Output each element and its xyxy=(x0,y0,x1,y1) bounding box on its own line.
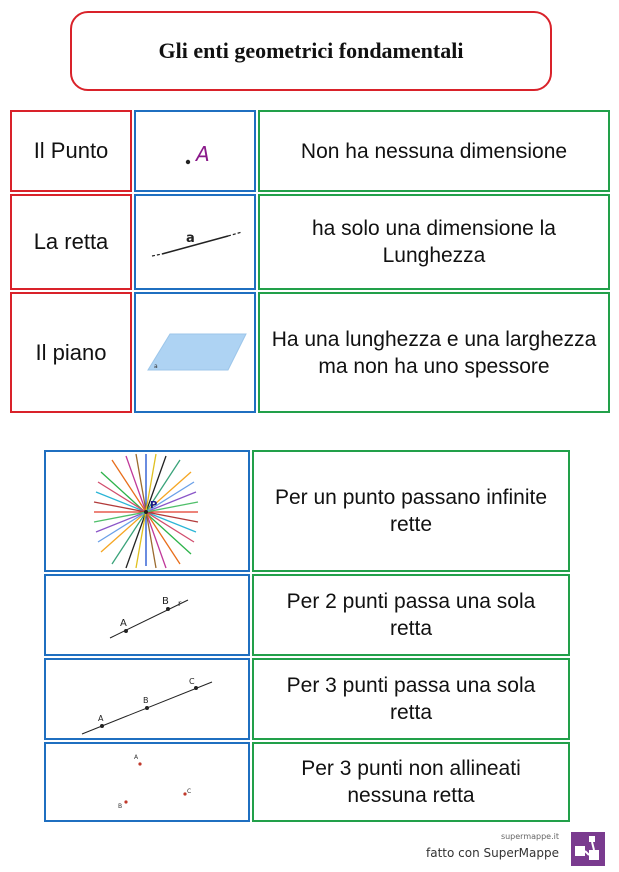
star-center-label: P xyxy=(150,500,158,511)
property-4-text: Per 3 punti non allineati nessuna retta xyxy=(252,742,570,822)
noncollinear-label-a: A xyxy=(134,754,139,761)
collinear-label-c: C xyxy=(189,677,195,686)
description-piano: Ha una lunghezza e una larghezza ma non ha uno spessore xyxy=(258,292,610,413)
property-3-text: Per 3 punti passa una sola retta xyxy=(252,658,570,740)
line-figure xyxy=(134,194,256,290)
noncollinear-label-c: C xyxy=(187,788,192,795)
description-retta: ha solo una dimensione la Lunghezza xyxy=(258,194,610,290)
lines-through-point-icon xyxy=(46,452,248,570)
noncollinear-label-b: B xyxy=(118,803,123,810)
page-title: Gli enti geometrici fondamentali xyxy=(70,11,552,91)
two-points-label-b: B xyxy=(162,596,169,607)
label-piano: Il piano xyxy=(10,292,132,413)
description-punto: Non ha nessuna dimensione xyxy=(258,110,610,192)
point-figure xyxy=(134,110,256,192)
property-1-text: Per un punto passano infinite rette xyxy=(252,450,570,572)
three-noncollinear-points-icon xyxy=(46,744,248,820)
collinear-label-b: B xyxy=(143,696,149,705)
plane-figure xyxy=(134,292,256,413)
collinear-label-a: A xyxy=(98,714,104,723)
point-label: A xyxy=(196,142,210,166)
plane-label: a xyxy=(154,363,158,370)
label-retta: La retta xyxy=(10,194,132,290)
lines-through-point-figure xyxy=(44,450,250,572)
plane-icon xyxy=(136,294,254,411)
two-points-line-icon xyxy=(46,576,248,654)
three-noncollinear-points-figure xyxy=(44,742,250,822)
footer-site: supermappe.it xyxy=(500,832,559,841)
supermappe-logo-icon xyxy=(571,832,605,866)
three-collinear-points-figure xyxy=(44,658,250,740)
two-points-label-a: A xyxy=(120,618,127,629)
line-icon xyxy=(136,196,254,288)
footer-made-with: fatto con SuperMappe xyxy=(426,846,559,860)
two-points-line-figure xyxy=(44,574,250,656)
property-2-text: Per 2 punti passa una sola retta xyxy=(252,574,570,656)
two-points-label-r: r xyxy=(178,599,182,608)
point-icon xyxy=(136,112,254,190)
label-punto: Il Punto xyxy=(10,110,132,192)
line-label: a xyxy=(186,231,195,246)
three-collinear-points-icon xyxy=(46,660,248,738)
